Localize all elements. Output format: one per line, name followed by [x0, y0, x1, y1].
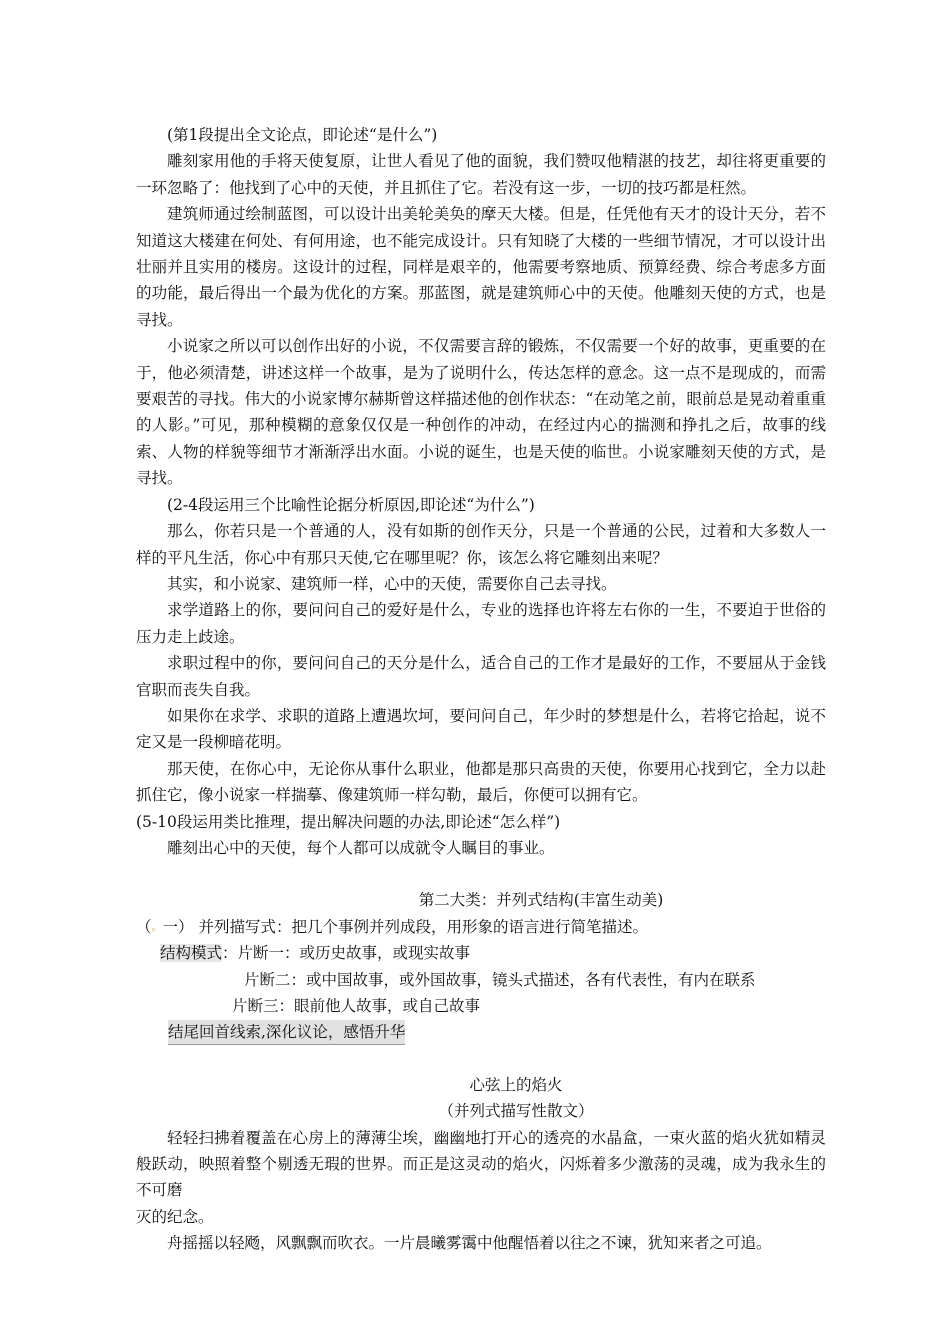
paragraph-angel-in-heart: 那天使，在你心中，无论你从事什么职业，他都是那只高贵的天使，你要用心找到它，全力以赴抓住它，像小说家一样揣摹、像建筑师一样勾勒，最后，你便可以拥有它。: [136, 759, 826, 805]
essay-subtitle: （并列式描写性散文）: [438, 1102, 594, 1121]
paragraph-sculptor: 雕刻家用他的手将天使复原，让世人看见了他的面貌，我们赞叹他精湛的技艺，却往将更重要的一环忽略了：他找到了心中的天使，并且抓住了它。若没有这一步，一切的技巧都是枉然。: [136, 152, 826, 197]
essay-paragraph-1-end: 灭的纪念。: [136, 1207, 214, 1226]
paragraph-novelist: 小说家之所以可以创作出好的小说，不仅需要言辞的锻炼，不仅需要一个好的故事，更重要的在于，他必须清楚，讲述这样一个故事，是为了说明什么，传达怎样的意念。这一点不是现成的，而需要艰苦的寻找。伟大的小说家博尔赫斯曾这样描述他的创作状态：“在动笔之前，眼前总是晃动着重重的人影。”可见，那种模糊的意象仅仅是一种创作的冲动，在经过内心的揣测和挣扎之后，故事的线索、人物的样貌等细节才渐渐浮出水面。小说的诞生，也是天使的临世。小说家雕刻天使的方式，是寻找。: [136, 337, 826, 488]
subsection-text: 一） 并列描写式：把几个事例并列成段，用形象的语言进行简笔描述。: [162, 917, 648, 936]
paragraph-dream: 如果你在求学、求职的道路上遭遇坎坷，要问问自己，年少时的梦想是什么，若将它拾起，说不定又是一段柳暗花明。: [136, 706, 826, 752]
paragraph-architect: 建筑师通过绘制蓝图，可以设计出美轮美奂的摩天大楼。但是，任凭他有天才的设计天分，若不知道这大楼建在何处、有何用途，也不能完成设计。只有知晓了大楼的一些细节情况，才可以设计出壮丽并且实用的楼房。这设计的过程，同样是艰辛的，他需要考察地质、预算经费、综合考虑多方面的功能，最后得出一个最为优化的方案。那蓝图，就是建筑师心中的天使。他雕刻天使的方式，也是寻找。: [136, 205, 826, 329]
paragraph-study: 求学道路上的你，要问问自己的爱好是什么，专业的选择也许将左右你的一生，不要迫于世俗的压力走上歧途。: [136, 601, 826, 646]
subsection-mark: 。: [151, 919, 163, 933]
paragraph-job: 求职过程中的你，要问问自己的天分是什么，适合自己的工作才是最好的工作，不要屈从于金钱官职而丧失自我。: [136, 654, 826, 699]
annotation-paragraph-5-10: (5-10段运用类比推理，提出解决问题的办法,即论述“怎么样”): [136, 812, 561, 831]
subsection-heading: [136, 914, 826, 940]
structure-pattern-line: [160, 940, 826, 966]
paragraph-ordinary-person: 那么，你若只是一个普通的人，没有如斯的创作天分，只是一个普通的公民，过着和大多数人一样的平凡生活，你心中有那只天使,它在哪里呢？你，该怎么将它雕刻出来呢？: [136, 522, 826, 567]
annotation-paragraph-1: (第1段提出全文论点，即论述“是什么”): [167, 126, 438, 144]
fragment-3: 片断三：眼前他人故事，或自己故事: [232, 997, 481, 1015]
essay-paragraph-1: 轻轻扫拂着覆盖在心房上的薄薄尘埃，幽幽地打开心的透亮的水晶盒，一束火蓝的焰火犹如精灵般跃动，映照着整个剔透无瑕的世界。而正是这灵动的焰火，闪烁着多少激荡的灵魂，成为我永生的不可磨: [136, 1128, 826, 1200]
subsection-open: （: [136, 917, 152, 936]
closing-summary: 结尾回首线索,深化议论，感悟升华: [168, 1020, 405, 1045]
essay-title: 心弦上的焰火: [469, 1075, 563, 1094]
paragraph-conclusion: 雕刻出心中的天使，每个人都可以成就令人瞩目的事业。: [167, 838, 555, 857]
section-heading: 第二大类：并列式结构(丰富生动美): [418, 891, 664, 910]
fragment-2: 片断二：或中国故事，或外国故事，镜头式描述，各有代表性，有内在联系: [244, 970, 756, 989]
essay-paragraph-2: 舟摇摇以轻飏，风飘飘而吹衣。一片晨曦雾霭中他醒悟着以往之不谏，犹知来者之可追。: [167, 1234, 772, 1253]
fragment-1: ：片断一：或历史故事，或现实故事: [222, 944, 471, 963]
paragraph-search-yourself: 其实，和小说家、建筑师一样，心中的天使，需要你自己去寻找。: [167, 574, 617, 593]
structure-label: 结构模式: [160, 944, 223, 963]
annotation-paragraph-2-4: (2-4段运用三个比喻性论据分析原因,即论述“为什么”): [167, 495, 535, 514]
document-page: [136, 122, 826, 1257]
